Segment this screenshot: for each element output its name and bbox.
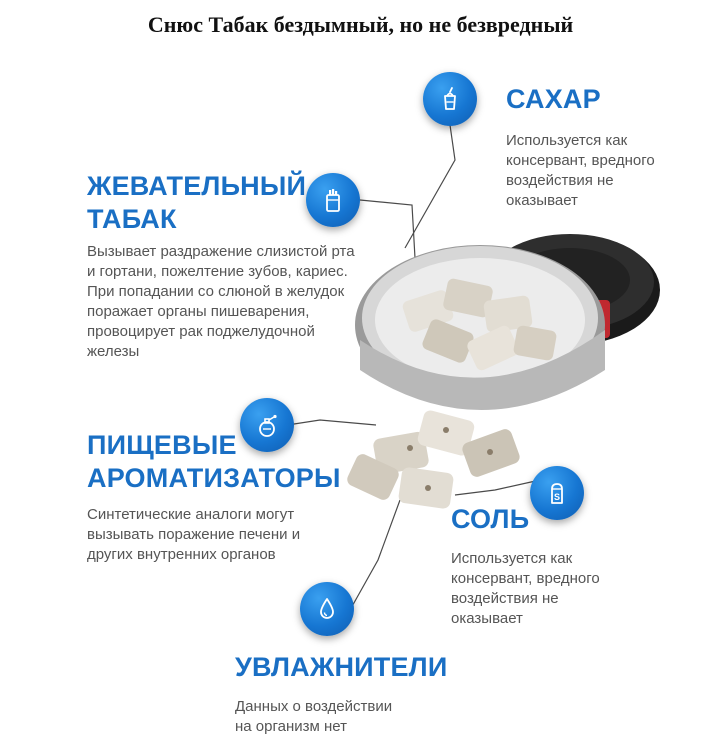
sugar-description-line: оказывает [506,192,578,209]
tobacco-description-line: Вызывает раздражение слизистой рта [87,243,355,260]
flavorings-description-line: других внутренних органов [87,546,276,563]
salt-description-line: оказывает [451,610,523,627]
salt-shaker-icon [543,479,571,507]
tobacco-description-line: железы [87,343,140,360]
page-title: Снюс Табак бездымный, но не безвредный [147,12,574,37]
sugar-heading: САХАР [506,84,601,114]
loose-pouches [345,409,522,510]
humectants-description-line: Данных о воздействии [235,698,393,715]
humectants-description-line: на организм нет [235,718,347,735]
tobacco-description-line: провоцирует рак поджелудочной [87,323,315,340]
humectants-description [235,697,392,737]
tobacco-heading-line: ТАБАК [87,204,177,234]
sugar-icon-circle [423,72,477,126]
flavorings-heading [87,429,341,495]
salt-description-line: Используется как [451,550,573,567]
humectants-icon-circle [300,582,354,636]
salt-icon-circle [530,466,584,520]
sugar-description [506,131,655,211]
tobacco-description-line: поражает органы пишеварения, [87,303,310,320]
sugar-description-line: консервант, вредного [506,152,655,169]
tobacco-description [87,242,355,362]
sugar-description-line: воздействия не [506,172,614,189]
tobacco-icon-circle [306,173,360,227]
tobacco-description-line: и гортани, пожелтение зубов, кариес. [87,263,348,280]
flavorings-heading-line: ПИЩЕВЫЕ [87,430,237,460]
salt-description-line: воздействия не [451,590,559,607]
flavorings-description-line: Синтетические аналоги могут [87,506,295,523]
flavorings-description-line: вызывать поражение печени и [87,526,301,543]
flavorings-description [87,505,300,565]
tobacco-heading [87,170,306,236]
salt-heading: СОЛЬ [451,504,530,534]
water-drop-icon [313,595,341,623]
tin-open [355,245,605,410]
sugar-description-line: Используется как [506,132,628,149]
tobacco-heading-line: ЖЕВАТЕЛЬНЫЙ [87,171,307,201]
salt-description-line: консервант, вредного [451,570,600,587]
humectants-heading: УВЛАЖНИТЕЛИ [235,652,448,682]
flavorings-heading-line: АРОМАТИЗАТОРЫ [87,463,341,493]
salt-description [451,549,600,629]
svg-text:S: S [553,492,561,502]
snus-tin-illustration [320,220,660,520]
tobacco-pack-icon [319,186,347,214]
sugar-dispenser-icon [436,85,464,113]
tobacco-description-line: При попадании со слюной в желудок [87,283,345,300]
